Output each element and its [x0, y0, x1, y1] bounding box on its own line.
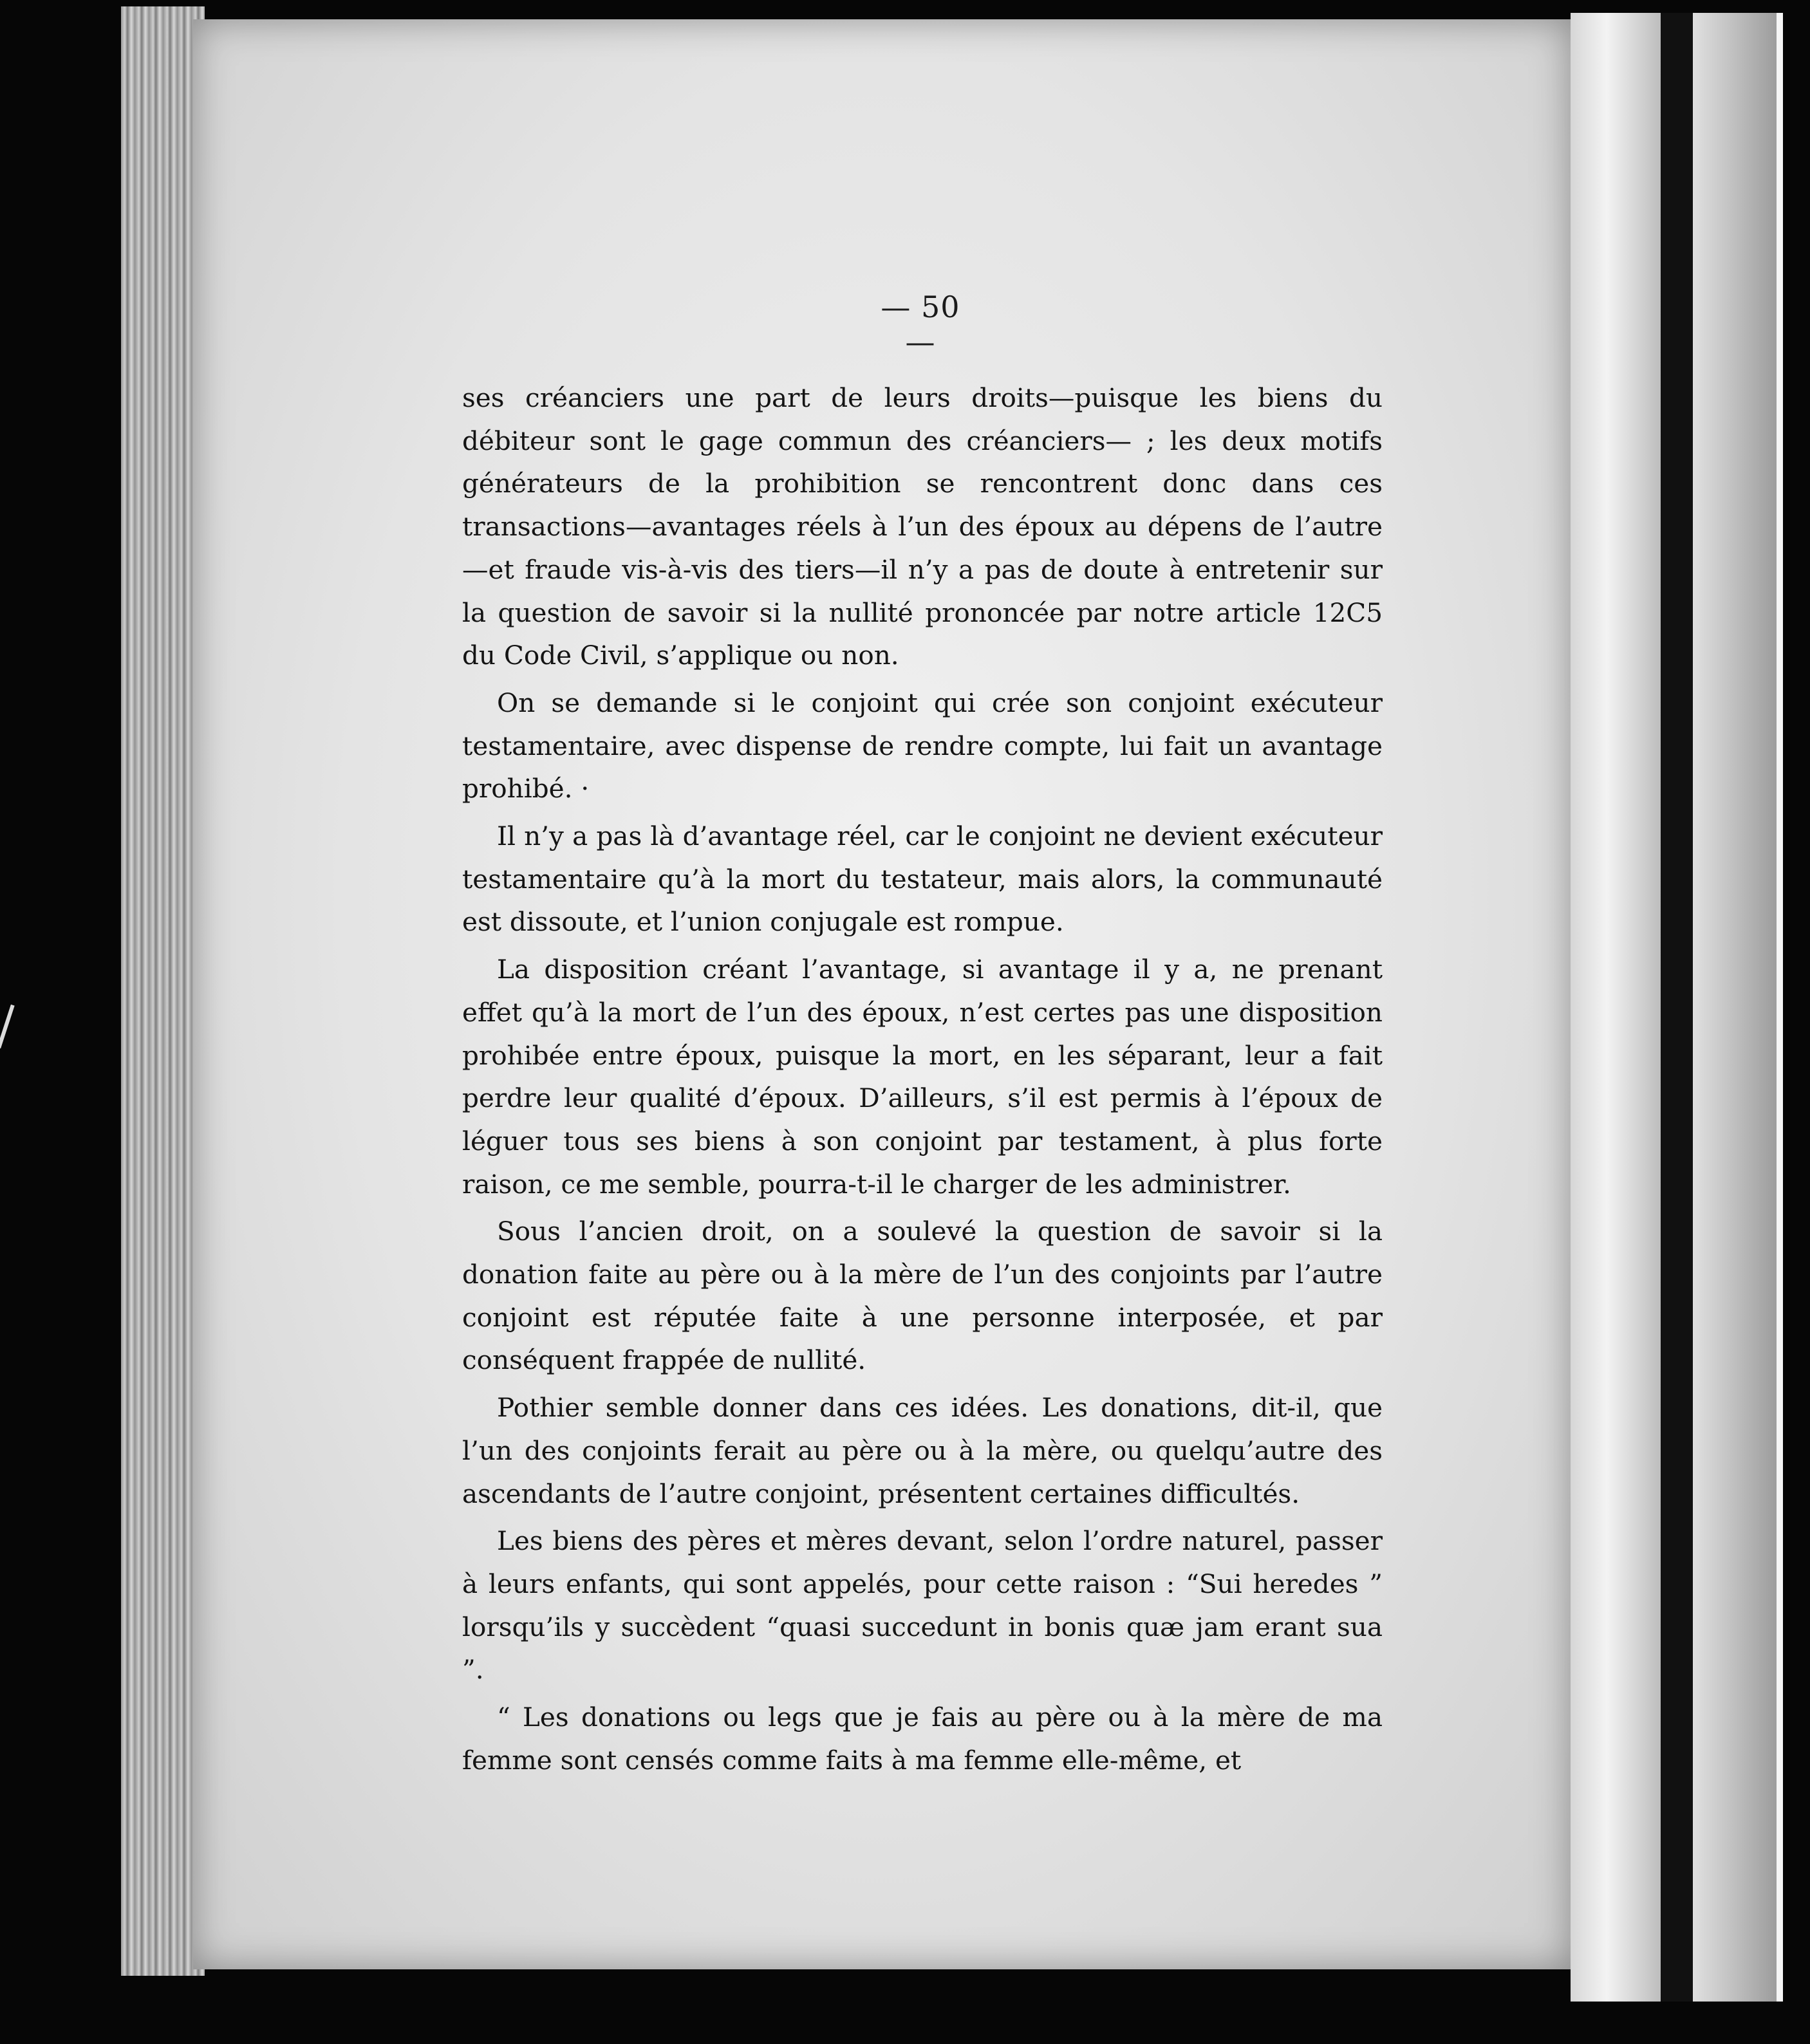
body-text [462, 376, 1383, 1787]
paragraph: ses créanciers une part de leurs droits—puisque les biens du débiteur sont le gage commun des créanciers— ; les deux motifs générateurs de la prohibition se rencontrent donc dans ces transactions—avantages réels à l’un des époux au dépens de l’autre—et fraude vis-à-vis des tiers—il n’y a pas de doute à entretenir sur la question de savoir si la nullité prononcée par notre article 12C5 du Code Civil, s’applique ou non. [462, 382, 1383, 671]
scan-artifact [0, 1005, 15, 1048]
paragraph: Sous l’ancien droit, on a soulevé la question de savoir si la donation faite au père ou à la mère de l’un des conjoints par l’autre conjoint est réputée faite à une personne interposée, et par conséquent frappée de nullité. [462, 1216, 1383, 1376]
paragraph: Il n’y a pas là d’avantage réel, car le conjoint ne devient exécuteur testamentaire qu’à la mort du testateur, mais alors, la communauté est dissoute, et l’union conjugale est rompue. [462, 821, 1383, 938]
page-number: — 50 — [881, 290, 960, 359]
binding-gap [1661, 13, 1693, 2002]
paragraph: La disposition créant l’avantage, si avantage il y a, ne prenant effet qu’à la mort de l’un des époux, n’est certes pas une disposition prohibée entre époux, puisque la mort, en les séparant, leur a fait perdre leur qualité d’époux. D’ailleurs, s’il est permis à l’époux de léguer tous ses biens à son conjoint par testament, à plus forte raison, ce me semble, pourra-t-il le charger de les administrer. [462, 954, 1383, 1200]
left-page-edges [121, 6, 205, 1976]
binding-edge [1571, 13, 1661, 2002]
facing-page-border [1777, 13, 1783, 2002]
paragraph: On se demande si le conjoint qui crée son conjoint exécuteur testamentaire, avec dispense de rendre compte, lui fait un avantage prohibé. · [462, 687, 1383, 804]
paragraph: “ Les donations ou legs que je fais au père ou à la mère de ma femme sont censés comme faits à ma femme elle-même, et [462, 1702, 1383, 1776]
facing-page-edge [1693, 13, 1777, 2002]
paragraph: Pothier semble donner dans ces idées. Les donations, dit-il, que l’un des conjoints ferait au père ou à la mère, ou quelqu’autre des ascendants de l’autre conjoint, présentent certaines difficultés. [462, 1392, 1383, 1509]
paragraph: Les biens des pères et mères devant, selon l’ordre naturel, passer à leurs enfants, qui sont appelés, pour cette raison : “Sui heredes ” lorsqu’ils y succèdent “quasi succedunt in bonis quæ jam erant sua ”. [462, 1525, 1383, 1686]
